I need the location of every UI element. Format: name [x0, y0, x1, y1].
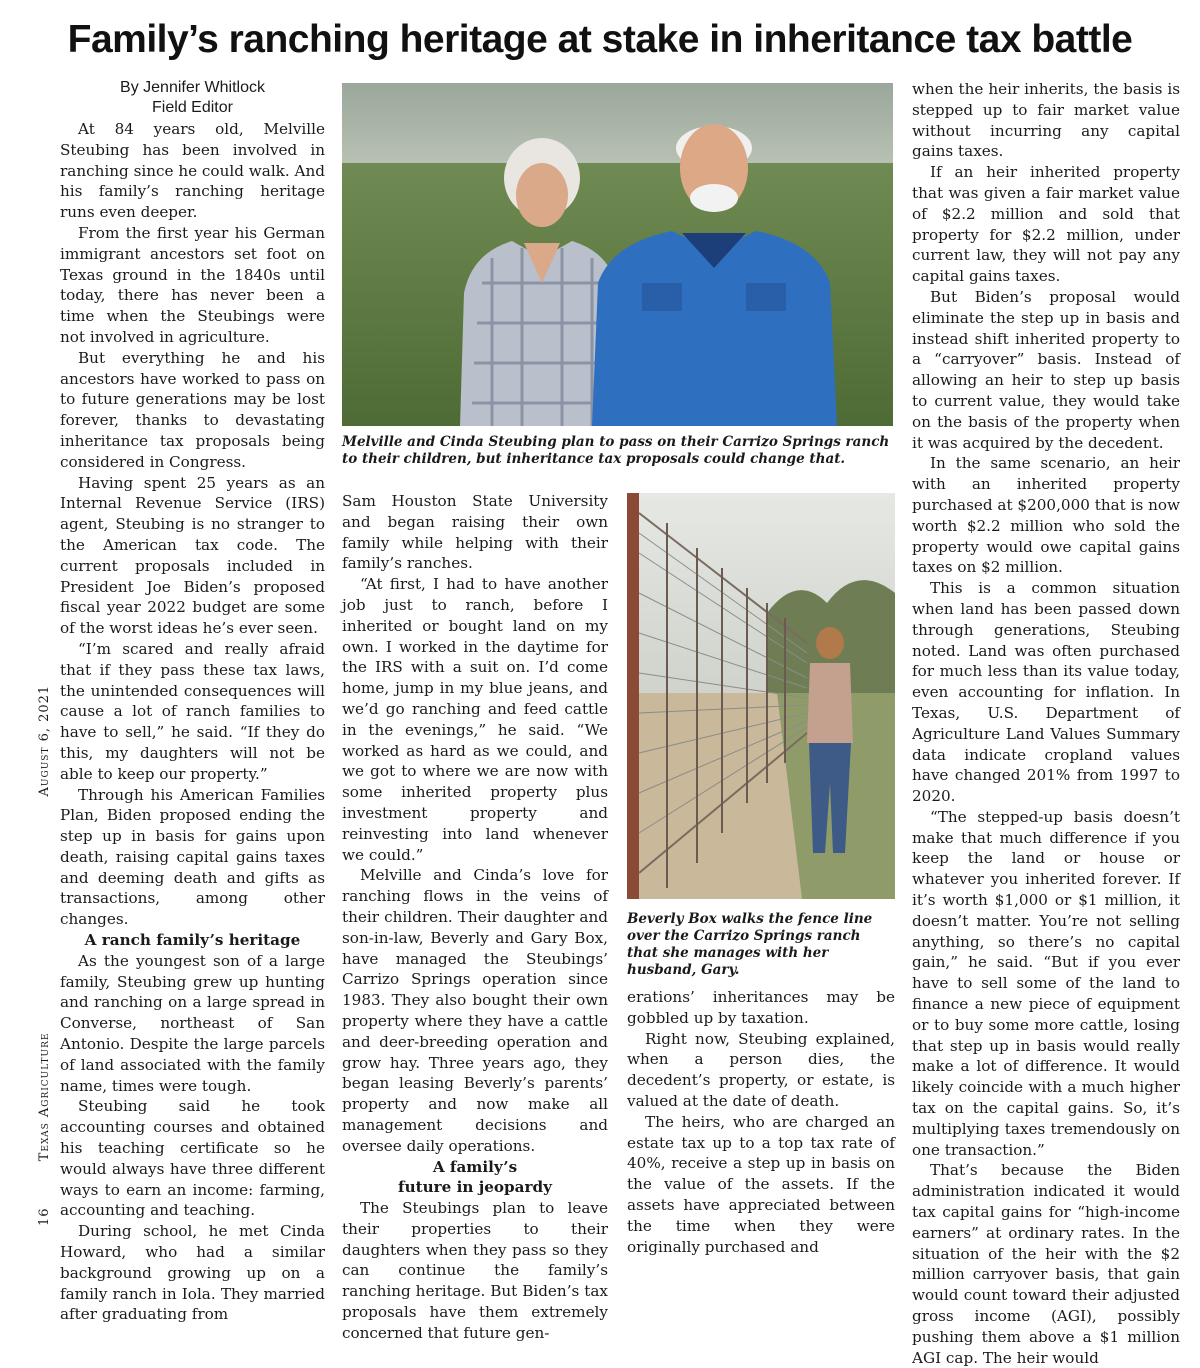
headline: Family’s ranching heritage at stake in inheritance tax battle — [67, 18, 1133, 61]
paragraph: “The stepped-up basis doesn’t make that much difference if you keep the land or house or whatever you inherited forever. If it’s worth $1,000 or $1 million, it doesn’t matter. You’re not selling anything, so there’s no capital gain,” he said. “But if you ever have to sell some of the land to finance a new piece of equipment or to buy some more cattle, losing that step up in basis would really make a lot of difference. It would likely coincide with a much higher tax on the capital gains. So, it’s multiplying taxes tremendously on one transaction.” — [912, 807, 1180, 1159]
paragraph: when the heir inherits, the basis is stepped up to fair market value without incurring any capital gains taxes. — [912, 80, 1180, 161]
photo-beverly-box — [627, 493, 895, 899]
publication-name: Texas Agriculture — [37, 1032, 52, 1162]
column-3 — [627, 987, 895, 1257]
paragraph: Melville and Cinda’s love for ranching flows in the veins of their children. Their daughter and son-in-law, Beverly and Gary Box, have managed the Steubings’ Carrizo Springs operation since 1983. They also bought their own property where they have a cattle and deer-breeding operation and grow hay. Three years ago, they began leasing Beverly’s parents’ property and now make all management decisions and oversee daily operations. — [342, 866, 608, 1155]
photo-melville-cinda — [342, 83, 893, 426]
paragraph: In the same scenario, an heir with an inherited property purchased at $200,000 that is now worth $2.2 million who sold the property would owe capital gains taxes on $2 million. — [912, 454, 1180, 577]
column-2 — [342, 491, 608, 1344]
byline — [60, 78, 325, 118]
paragraph: Steubing said he took accounting courses and obtained his teaching certificate so he would always have three different ways to earn an income: farming, accounting and teaching. — [60, 1097, 325, 1220]
paragraph: From the first year his German immigrant ancestors set foot on Texas ground in the 1840s until today, there has never been a time when the Steubings were not involved in agriculture. — [60, 223, 325, 346]
paragraph: “I’m scared and really afraid that if they pass these tax laws, the unintended consequences will cause a lot of ranch families to have to sell,” he said. “If they do this, my daughters will not be able to keep our property.” — [60, 639, 325, 783]
byline-author: By Jennifer Whitlock — [120, 79, 265, 96]
paragraph: The heirs, who are charged an estate tax up to a top tax rate of 40%, receive a step up in basis on the value of the assets. If the assets have appreciated between the time when they were originally purchased and — [627, 1112, 895, 1256]
paragraph: Right now, Steubing explained, when a person dies, the decedent’s property, or estate, is valued at the date of death. — [627, 1029, 895, 1110]
caption-beverly-box: Beverly Box walks the fence line over the Carrizo Springs ranch that she manages with her husband, Gary. — [627, 911, 873, 978]
paragraph: If an heir inherited property that was given a fair market value of $2.2 million and sold that property for $2.2 million, under current law, they will not pay any capital gains taxes. — [912, 163, 1180, 286]
page-number: 16 — [37, 1207, 52, 1226]
subhead-future-jeopardy-line1: A family’s — [432, 1157, 518, 1176]
paragraph: This is a common situation when land has been passed down through generations, Steubing noted. Land was often purchased for much less than its value today, even accounting for inflation. In Texas, U.S. Department of Agriculture Land Values Summary data indicate cropland values have changed 201% from 1997 to 2020. — [912, 579, 1180, 806]
paragraph: But Biden’s proposal would eliminate the step up in basis and instead shift inherited property to a “carryover” basis. Instead of allowing an heir to step up basis to current value, they would take on the basis of the property when it was acquired by the decedent. — [912, 287, 1180, 452]
paragraph: “At first, I had to have another job just to ranch, before I inherited or bought land on my own. I worked in the daytime for the IRS with a suit on. I’d come home, jump in my blue jeans, and we’d go ranching and feed cattle in the evenings,” he said. “We worked as hard as we could, and we got to where we are now with some inherited property plus investment property and reinvesting into land whenever we could.” — [342, 575, 608, 864]
paragraph: But everything he and his ancestors have worked to pass on to future generations may be lost forever, thanks to devastating inheritance tax proposals being considered in Congress. — [60, 348, 325, 471]
paragraph: Through his American Families Plan, Biden proposed ending the step up in basis for gains upon death, raising capital gains taxes and deeming death and gifts as transactions, among other changes. — [60, 785, 325, 929]
paragraph: During school, he met Cinda Howard, who had a similar background growing up on a family ranch in Iola. They married after graduating from — [60, 1222, 325, 1324]
byline-title: Field Editor — [152, 99, 233, 116]
paragraph: The Steubings plan to leave their properties to their daughters when they pass so they can continue the family’s ranching heritage. But Biden’s tax proposals have them extremely concerned that future gen- — [342, 1199, 608, 1342]
photo-beverly-box-image — [627, 493, 895, 899]
subhead-future-jeopardy-line2: future in jeopardy — [398, 1178, 552, 1197]
paragraph: erations’ inheritances may be gobbled up by taxation. — [627, 988, 895, 1027]
photo-melville-cinda-image — [342, 83, 893, 426]
column-1 — [60, 119, 325, 1325]
paragraph: That’s because the Biden administration indicated it would tax capital gains for “high-income earners” at ordinary rates. In the situation of the heir with the $2 million carryover basis, that gain would count toward their adjusted gross income (AGI), possibly pushing them above a $1 million AGI cap. The heir would — [912, 1161, 1180, 1367]
subhead-ranch-heritage: A ranch family’s heritage — [84, 931, 301, 950]
page-folio — [37, 685, 52, 1226]
paragraph: At 84 years old, Melville Steubing has been involved in ranching since he could walk. And his family’s ranching heritage runs even deeper. — [60, 120, 326, 222]
issue-date: August 6, 2021 — [37, 684, 52, 797]
paragraph: Sam Houston State University and began raising their own family while helping with their family’s ranches. — [342, 492, 608, 573]
paragraph: As the youngest son of a large family, Steubing grew up hunting and ranching on a large spread in Converse, northeast of San Antonio. Despite the large parcels of land associated with the family name, times were tough. — [60, 951, 325, 1095]
caption-melville-cinda: Melville and Cinda Steubing plan to pass on their Carrizo Springs ranch to their children, but inheritance tax proposals could change that. — [342, 434, 890, 467]
column-4 — [912, 79, 1180, 1368]
paragraph: Having spent 25 years as an Internal Revenue Service (IRS) agent, Steubing is no stranger to the American tax code. The current proposals included in President Joe Biden’s proposed fiscal year 2022 budget are some of the worst ideas he’s ever seen. — [60, 473, 325, 638]
